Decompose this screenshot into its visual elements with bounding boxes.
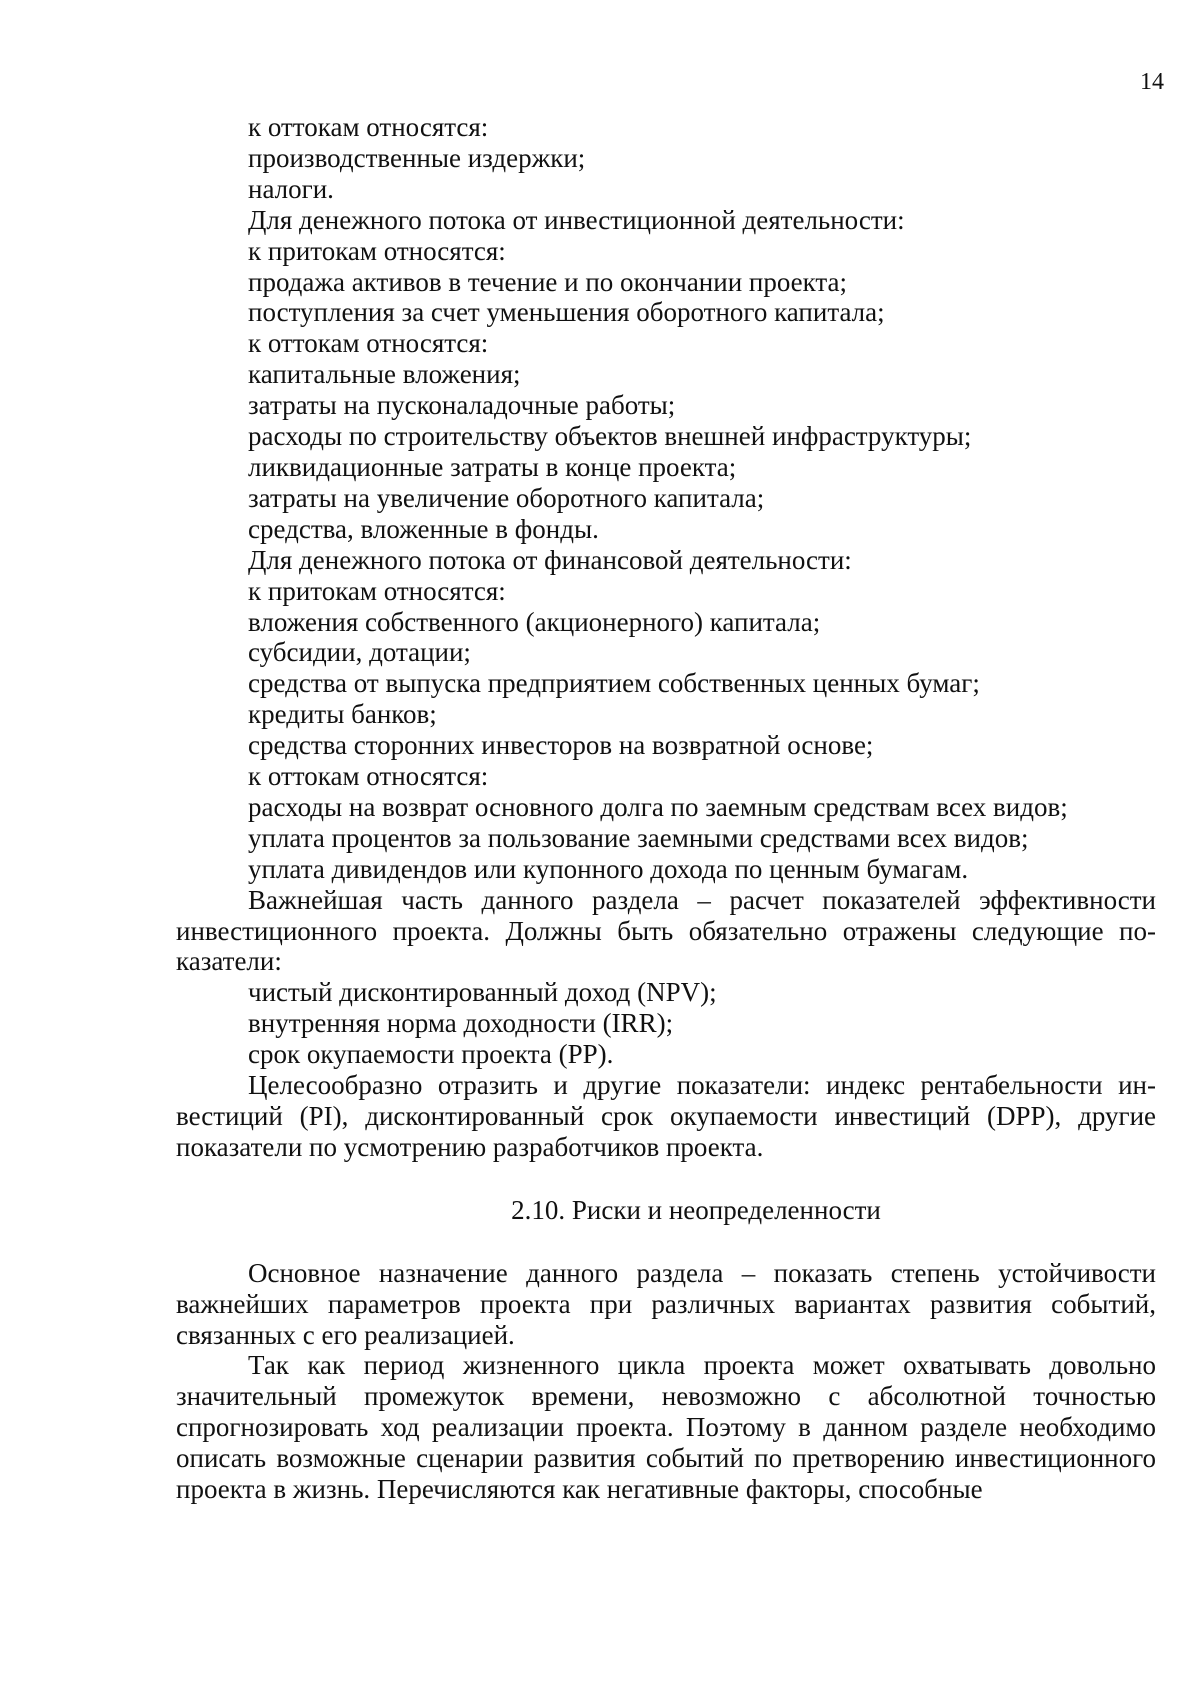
list-item: к оттокам относятся: xyxy=(248,328,489,359)
list-item: затраты на пусконаладочные работы; xyxy=(248,390,676,421)
section-heading: 2.10. Риски и неопределенности xyxy=(511,1194,881,1225)
list-item: средства сторонних инвесторов на возвратной основе; xyxy=(248,730,874,761)
list-item: затраты на увеличение оборотного капитала; xyxy=(248,482,765,513)
paragraph-other-indicators: Целесообразно отразить и другие показатели: индекс рентабельности инвестиций (PI), дисконтированный срок окупаемости инвестиций (DPP), другие показатели по усмотрению разработчиков проекта. xyxy=(176,1070,1156,1162)
list-item: уплата дивидендов или купонного дохода по ценным бумагам. xyxy=(248,853,969,884)
list-item: субсидии, дотации; xyxy=(248,637,471,668)
list-item: расходы на возврат основного долга по заемным средствам всех видов; xyxy=(248,791,1068,822)
indicators-list xyxy=(176,977,1156,1070)
cash-flow-list xyxy=(176,112,1156,885)
page-number: 14 xyxy=(1140,69,1164,95)
list-item: к притокам относятся: xyxy=(248,575,506,606)
paragraph-indicators: Важнейшая часть данного раздела – расчет показателей эффективности инвестиционного проекта. Должны быть обязательно отражены следующие показатели: xyxy=(176,884,1156,977)
list-item: производственные издержки; xyxy=(248,142,586,173)
list-item: поступления за счет уменьшения оборотного капитала; xyxy=(248,297,885,328)
list-item: средства от выпуска предприятием собственных ценных бумаг; xyxy=(248,668,980,699)
list-item: Для денежного потока от инвестиционной деятельности: xyxy=(248,204,905,235)
paragraph-lifecycle: Так как период жизненного цикла проекта может охватывать довольно значительный промежуток времени, невозможно с абсолютной точностью спрогнозировать ход реализации проекта. Поэтому в данном разделе необходимо описать возможные сценарии развития событий по претворению инвестиционного проекта в жизнь. Перечисляются как негативные факторы, способные xyxy=(176,1350,1156,1505)
list-item: капитальные вложения; xyxy=(248,359,521,390)
list-item: уплата процентов за пользование заемными средствами всех видов; xyxy=(248,822,1029,853)
list-item: кредиты банков; xyxy=(248,699,437,730)
paragraph-purpose: Основное назначение данного раздела – показать степень устойчивости важнейших параметров проекта при различных вариантах развития событий, связанных с его реализацией. xyxy=(176,1257,1156,1350)
list-item: продажа активов в течение и по окончании проекта; xyxy=(248,266,848,297)
page-body xyxy=(176,112,1156,1505)
list-item: вложения собственного (акционерного) капитала; xyxy=(248,606,821,637)
list-item: расходы по строительству объектов внешней инфраструктуры; xyxy=(248,421,972,452)
list-item: к притокам относятся: xyxy=(248,235,506,266)
list-item: к оттокам относятся: xyxy=(248,112,489,142)
list-item: внутренняя норма доходности (IRR); xyxy=(248,1008,674,1039)
list-item: чистый дисконтированный доход (NPV); xyxy=(248,977,717,1008)
list-item: Для денежного потока от финансовой деятельности: xyxy=(248,544,852,575)
list-item: средства, вложенные в фонды. xyxy=(248,513,599,544)
list-item: налоги. xyxy=(248,173,334,204)
list-item: ликвидационные затраты в конце проекта; xyxy=(248,451,737,482)
list-item: к оттокам относятся: xyxy=(248,761,489,792)
list-item: срок окупаемости проекта (PP). xyxy=(248,1039,614,1070)
